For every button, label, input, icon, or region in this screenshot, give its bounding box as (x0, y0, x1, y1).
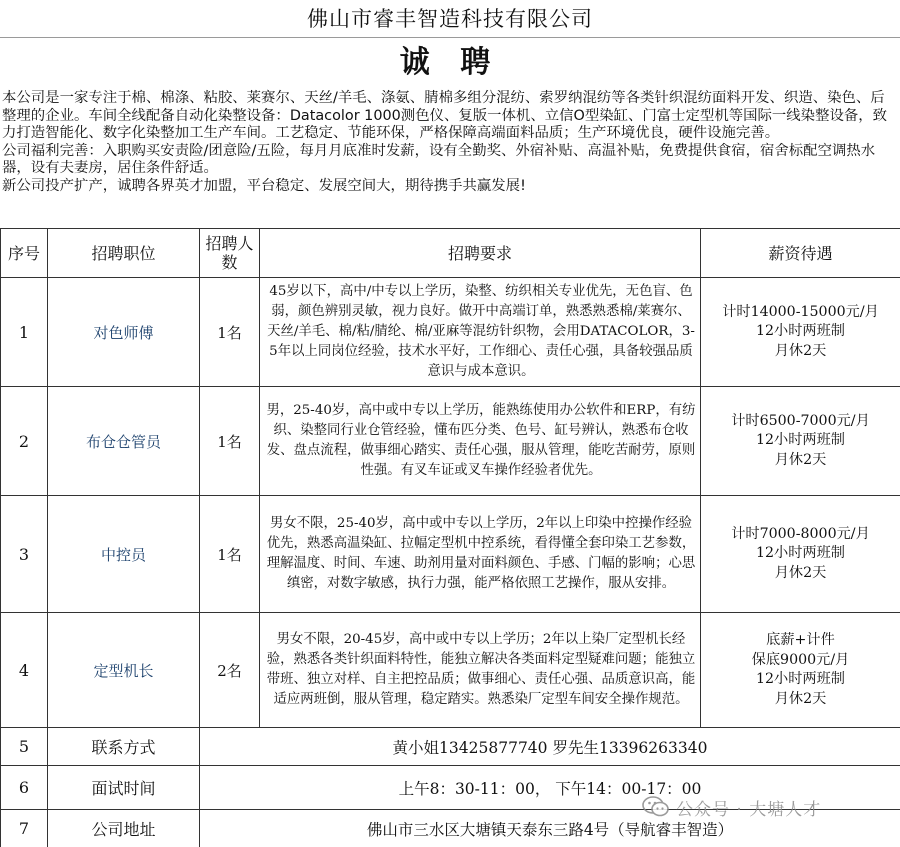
row-no: 3 (1, 496, 48, 613)
intro-paragraph-about: 本公司是一家专注于棉、棉涤、粘胶、莱赛尔、天丝/羊毛、涤氨、腈棉多组分混纺、索罗纳混纺等各类针织混纺面料开发、织造、染色、后整理的企业。车间全线配备自动化染整设备：Datacolor 1000测色仪、复版一体机、立信O型染缸、门富士定型机等国际一线染整设备，致力打造智能化、数字化染整加工生产车间。工艺稳定、节能环保，严格保障高端面料品质；生产环境优良，硬件设施完善。 (2, 90, 888, 141)
row-no: 6 (1, 766, 48, 810)
row-count: 1名 (200, 278, 260, 387)
header-count: 招聘人数 (200, 229, 260, 278)
interview-time-value: 上午8：30-11：00， 下午14：00-17：00 (200, 766, 900, 810)
company-intro (2, 90, 898, 195)
intro-paragraph-benefits: 公司福利完善：入职购买安责险/团意险/五险，每月月底准时发薪，设有全勤奖、外宿补贴、高温补贴，免费提供食宿，宿舍标配空调热水器，设有夫妻房，居住条件舒适。 (2, 142, 876, 176)
row-salary (701, 278, 900, 387)
salary-line: 月休2天 (774, 342, 827, 359)
job-table (0, 228, 900, 847)
row-no: 2 (1, 387, 48, 496)
salary-line: 月休2天 (774, 451, 827, 468)
page-heading: 诚 聘 (399, 45, 501, 80)
table-row (1, 496, 900, 613)
intro-paragraph-invite: 新公司投产扩产，诚聘各界英才加盟，平台稳定、发展空间大，期待携手共赢发展! (2, 177, 526, 194)
row-requirements: 男，25-40岁，高中或中专以上学历，能熟练使用办公软件和ERP，有纺织、染整同行业仓管经验，懂布匹分类、色号、缸号辨认，熟悉布仓收发、盘点流程，做事细心踏实、责任心强，服从管理，能吃苦耐劳，原则性强。有叉车证或叉车操作经验者优先。 (260, 387, 701, 496)
contact-row (1, 728, 900, 766)
salary-line: 月休2天 (774, 690, 827, 707)
salary-line: 计时14000-15000元/月 (722, 303, 879, 320)
row-salary (701, 496, 900, 613)
watermark-text: 公众号 · 大塘人才 (676, 799, 822, 820)
contact-label: 联系方式 (48, 728, 200, 766)
salary-line: 保底9000元/月 (751, 651, 850, 668)
watermark (642, 793, 821, 821)
salary-line: 月休2天 (774, 564, 827, 581)
row-count: 1名 (200, 496, 260, 613)
salary-line: 12小时两班制 (756, 323, 845, 340)
address-value: 佛山市三水区大塘镇天泰东三路4号（导航睿丰智造） (200, 810, 900, 847)
row-salary (701, 613, 900, 728)
header-requirements: 招聘要求 (260, 229, 701, 278)
wechat-icon (642, 796, 670, 818)
salary-line: 底薪+计件 (766, 632, 835, 648)
salary-line: 计时7000-8000元/月 (731, 525, 870, 542)
salary-line: 12小时两班制 (756, 545, 845, 562)
row-position: 定型机长 (48, 613, 200, 728)
row-no: 4 (1, 613, 48, 728)
interview-time-label: 面试时间 (48, 766, 200, 810)
contact-value: 黄小姐13425877740 罗先生13396263340 (200, 728, 900, 766)
row-count: 2名 (200, 613, 260, 728)
header-salary: 薪资待遇 (701, 229, 900, 278)
company-title: 佛山市睿丰智造科技有限公司 (0, 0, 900, 38)
row-position: 中控员 (48, 496, 200, 613)
table-row (1, 278, 900, 387)
row-requirements: 男女不限，25-40岁，高中或中专以上学历，2年以上印染中控操作经验优先，熟悉高温染缸、拉幅定型机中控系统，看得懂全套印染工艺参数，理解温度、时间、车速、助剂用量对面料颜色、手感、门幅的影响；心思缜密，对数字敏感，执行力强，能严格依照工艺操作，服从安排。 (260, 496, 701, 613)
address-label: 公司地址 (48, 810, 200, 847)
salary-line: 12小时两班制 (756, 432, 845, 449)
header-position: 招聘职位 (48, 229, 200, 278)
row-no: 7 (1, 810, 48, 847)
row-requirements: 45岁以下，高中/中专以上学历，染整、纺织相关专业优先，无色盲、色弱，颜色辨别灵敏，视力良好。做开中高端订单，熟悉熟悉棉/莱赛尔、天丝/羊毛、棉/粘/腈纶、棉/亚麻等混纺针织物，会用DATACOLOR，3-5年以上同岗位经验，技术水平好，工作细心、责任心强，具备较强品质意识与成本意识。 (260, 278, 701, 387)
table-row (1, 387, 900, 496)
row-count: 1名 (200, 387, 260, 496)
row-no: 1 (1, 278, 48, 387)
row-position: 布仓仓管员 (48, 387, 200, 496)
row-no: 5 (1, 728, 48, 766)
table-row (1, 613, 900, 728)
salary-line: 计时6500-7000元/月 (731, 412, 870, 429)
header-no: 序号 (1, 229, 48, 278)
salary-line: 12小时两班制 (756, 671, 845, 687)
table-header-row (1, 229, 900, 278)
row-position: 对色师傅 (48, 278, 200, 387)
row-salary (701, 387, 900, 496)
row-requirements: 男女不限，20-45岁，高中或中专以上学历；2年以上染厂定型机长经验，熟悉各类针织面料特性，能独立解决各类面料定型疑难问题；能独立带班、独立对样、自主把控品质；做事细心、责任心强、品质意识高，能适应两班倒，服从管理，稳定踏实。熟悉染厂定型车间安全操作规范。 (260, 613, 701, 728)
